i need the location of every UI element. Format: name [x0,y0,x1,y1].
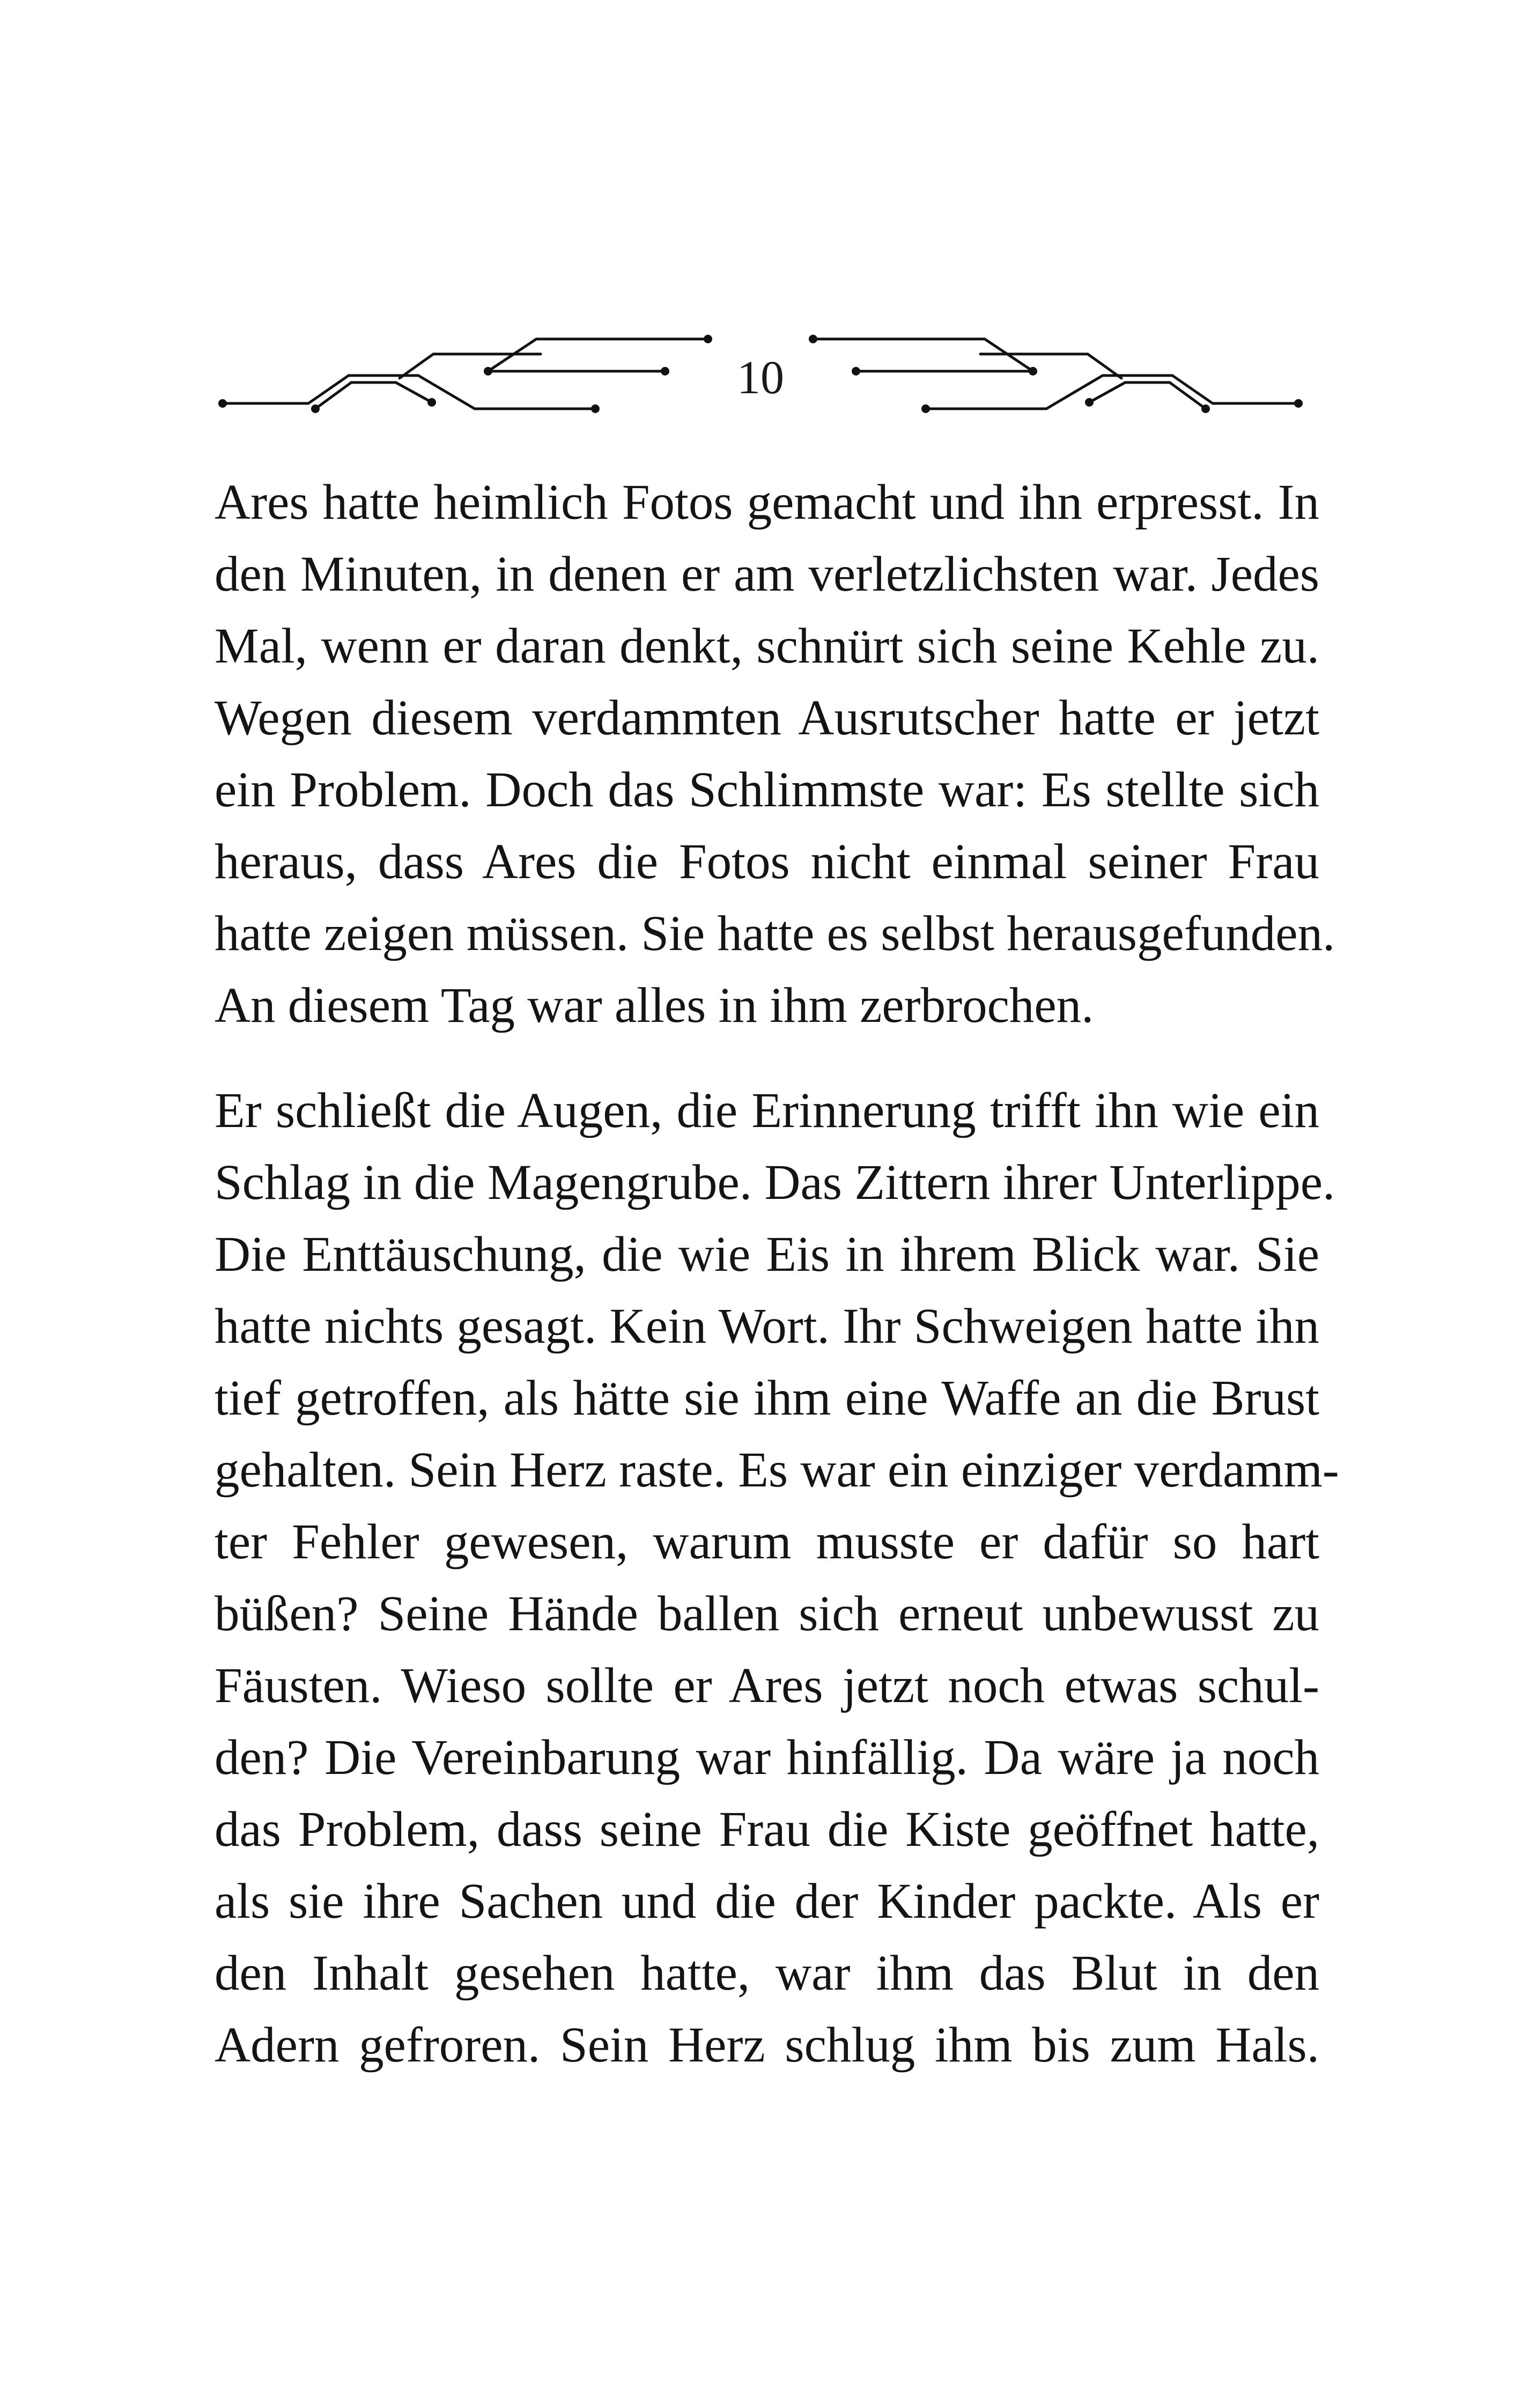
text-line: An diesem Tag war alles in ihm zerbrochen. [215,978,1094,1033]
text-line: Er schließt die Augen, die Erinnerung trifft ihn wie ein [215,1083,1319,1138]
text-line: den Inhalt gesehen hatte, war ihm das Blut in den [215,1946,1319,2001]
text-line: Adern gefroren. Sein Herz schlug ihm bis zum Hals. [215,2017,1319,2073]
text-line: Mal, wenn er daran denkt, schnürt sich seine Kehle zu. [215,618,1319,674]
text-line: Wegen diesem verdammten Ausrutscher hatte er jetzt [215,690,1319,746]
page-header [0,322,1521,440]
paragraph-2 [215,1075,1339,2081]
text-line: ter Fehler gewesen, warum musste er dafür so hart [215,1514,1319,1570]
text-line: den? Die Vereinbarung war hinfällig. Da wäre ja noch [215,1730,1319,1785]
text-line: hatte nichts gesagt. Kein Wort. Ihr Schweigen hatte ihn [215,1299,1319,1354]
text-line: als sie ihre Sachen und die der Kinder packte. Als er [215,1874,1319,1929]
paragraph-1 [215,467,1335,1042]
text-line: Schlag in die Magengrube. Das Zittern ihrer Unterlippe. [215,1155,1335,1210]
text-line: gehalten. Sein Herz raste. Es war ein einziger verdamm- [215,1442,1339,1498]
text-line: den Minuten, in denen er am verletzlichsten war. Jedes [215,547,1319,602]
text-line: tief getroffen, als hätte sie ihm eine Waffe an die Brust [215,1371,1319,1426]
text-line: das Problem, dass seine Frau die Kiste geöffnet hatte, [215,1802,1319,1857]
text-line: ein Problem. Doch das Schlimmste war: Es stellte sich [215,762,1319,818]
text-line: Ares hatte heimlich Fotos gemacht und ihn erpresst. In [215,475,1319,530]
page-number: 10 [737,352,784,404]
text-line: Die Enttäuschung, die wie Eis in ihrem Blick war. Sie [215,1227,1319,1282]
text-line: heraus, dass Ares die Fotos nicht einmal seiner Frau [215,834,1319,889]
text-line: büßen? Seine Hände ballen sich erneut unbewusst zu [215,1586,1319,1641]
text-line: hatte zeigen müssen. Sie hatte es selbst herausgefunden. [215,906,1335,961]
text-line: Fäusten. Wieso sollte er Ares jetzt noch etwas schul- [215,1658,1319,1713]
